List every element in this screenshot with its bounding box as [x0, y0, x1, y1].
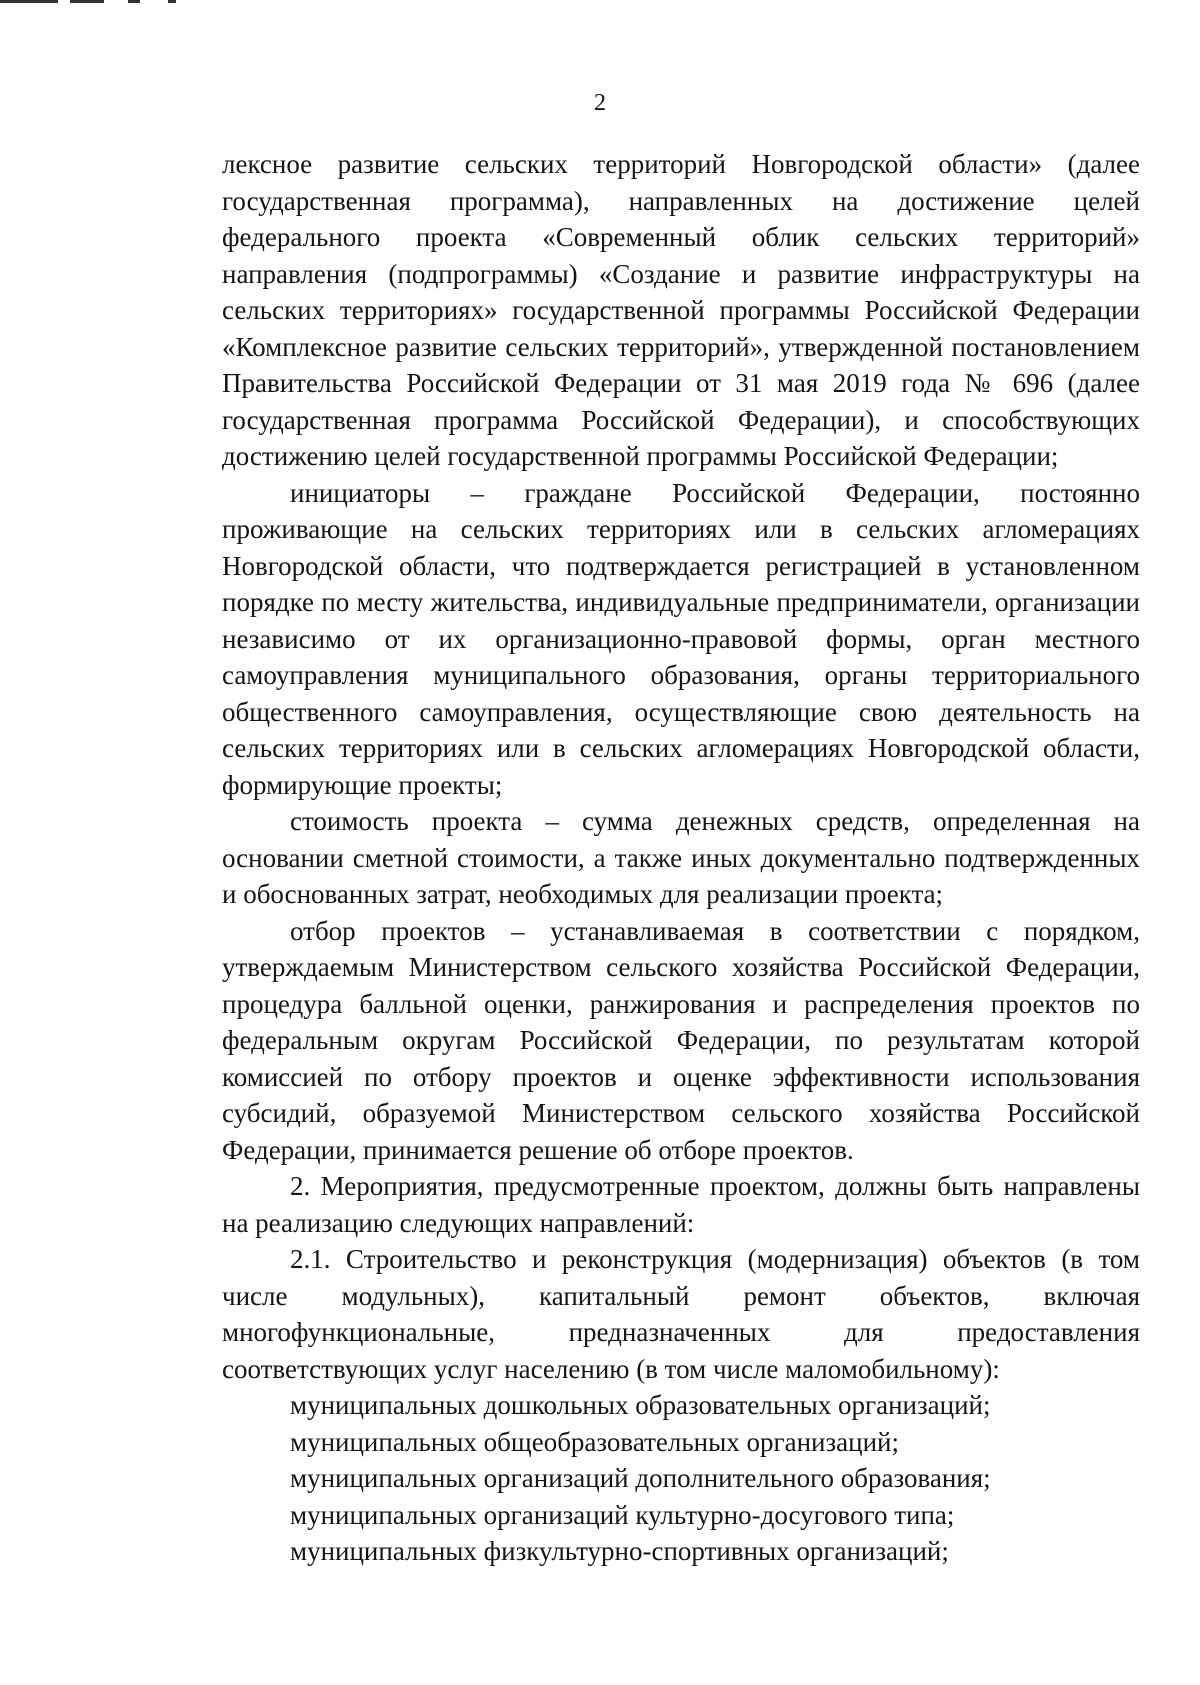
paragraph-definition-project-cost: стоимость проекта – сумма денежных средств, определенная на основании сметной стоимости, а также иных документально подтвержденных и обоснованных затрат, необходимых для реализации проекта;: [222, 806, 1140, 909]
scan-artifact-mark: [0, 0, 190, 8]
list-item: муниципальных общеобразовательных организаций;: [290, 1426, 899, 1457]
paragraph-continuation: лексное развитие сельских территорий Новгородской области» (далее государственная программа), направленных на достижение целей федерального проекта «Современный облик сельских территорий» направления (подпрограммы) «Создание и развитие инфраструктуры на сельских территориях» государственной программы Российской Федерации «Комплексное развитие сельских территорий», утвержденной постановлением Правительства Российской Федерации от 31 мая 2019 года № 696 (далее государственная программа Российской Федерации), и способствующих достижению целей государственной программы Российской Федерации;: [222, 149, 1140, 471]
list-item: муниципальных дошкольных образовательных организаций;: [290, 1390, 991, 1420]
paragraph-section-2: 2. Мероприятия, предусмотренные проектом, должны быть направлены на реализацию следующих направлений:: [222, 1171, 1140, 1238]
paragraph-definition-project-selection: отбор проектов – устанавливаемая в соответствии с порядком, утверждаемым Министерством сельского хозяйства Российской Федерации, процедура балльной оценки, ранжирования и распределения проектов по федеральным округам Российской Федерации, по результатам которой комиссией по отбору проектов и оценке эффективности использования субсидий, образуемой Министерством сельского хозяйства Российской Федерации, принимается решение об отборе проектов.: [222, 915, 1140, 1165]
organization-list: [222, 1387, 1140, 1570]
page-number: 2: [594, 90, 606, 116]
list-item: муниципальных организаций культурно-досугового типа;: [290, 1499, 955, 1530]
paragraph-section-2-1: 2.1. Строительство и реконструкция (модернизация) объектов (в том числе модульных), капитальный ремонт объектов, включая многофункциональные, предназначенных для предоставления соответствующих услуг населению (в том числе маломобильному):: [222, 1244, 1140, 1384]
list-item: муниципальных физкультурно-спортивных организаций;: [290, 1536, 949, 1566]
document-body: [222, 146, 1140, 1570]
list-item: муниципальных организаций дополнительного образования;: [290, 1463, 991, 1493]
paragraph-definition-initiators: инициаторы – граждане Российской Федерации, постоянно проживающие на сельских территориях или в сельских агломерациях Новгородской области, что подтверждается регистрацией в установленном порядке по месту жительства, индивидуальные предприниматели, организации независимо от их организационно-правовой формы, орган местного самоуправления муниципального образования, органы территориального общественного самоуправления, осуществляющие свою деятельность на сельских территориях или в сельских агломерациях Новгородской области, формирующие проекты;: [222, 477, 1140, 800]
